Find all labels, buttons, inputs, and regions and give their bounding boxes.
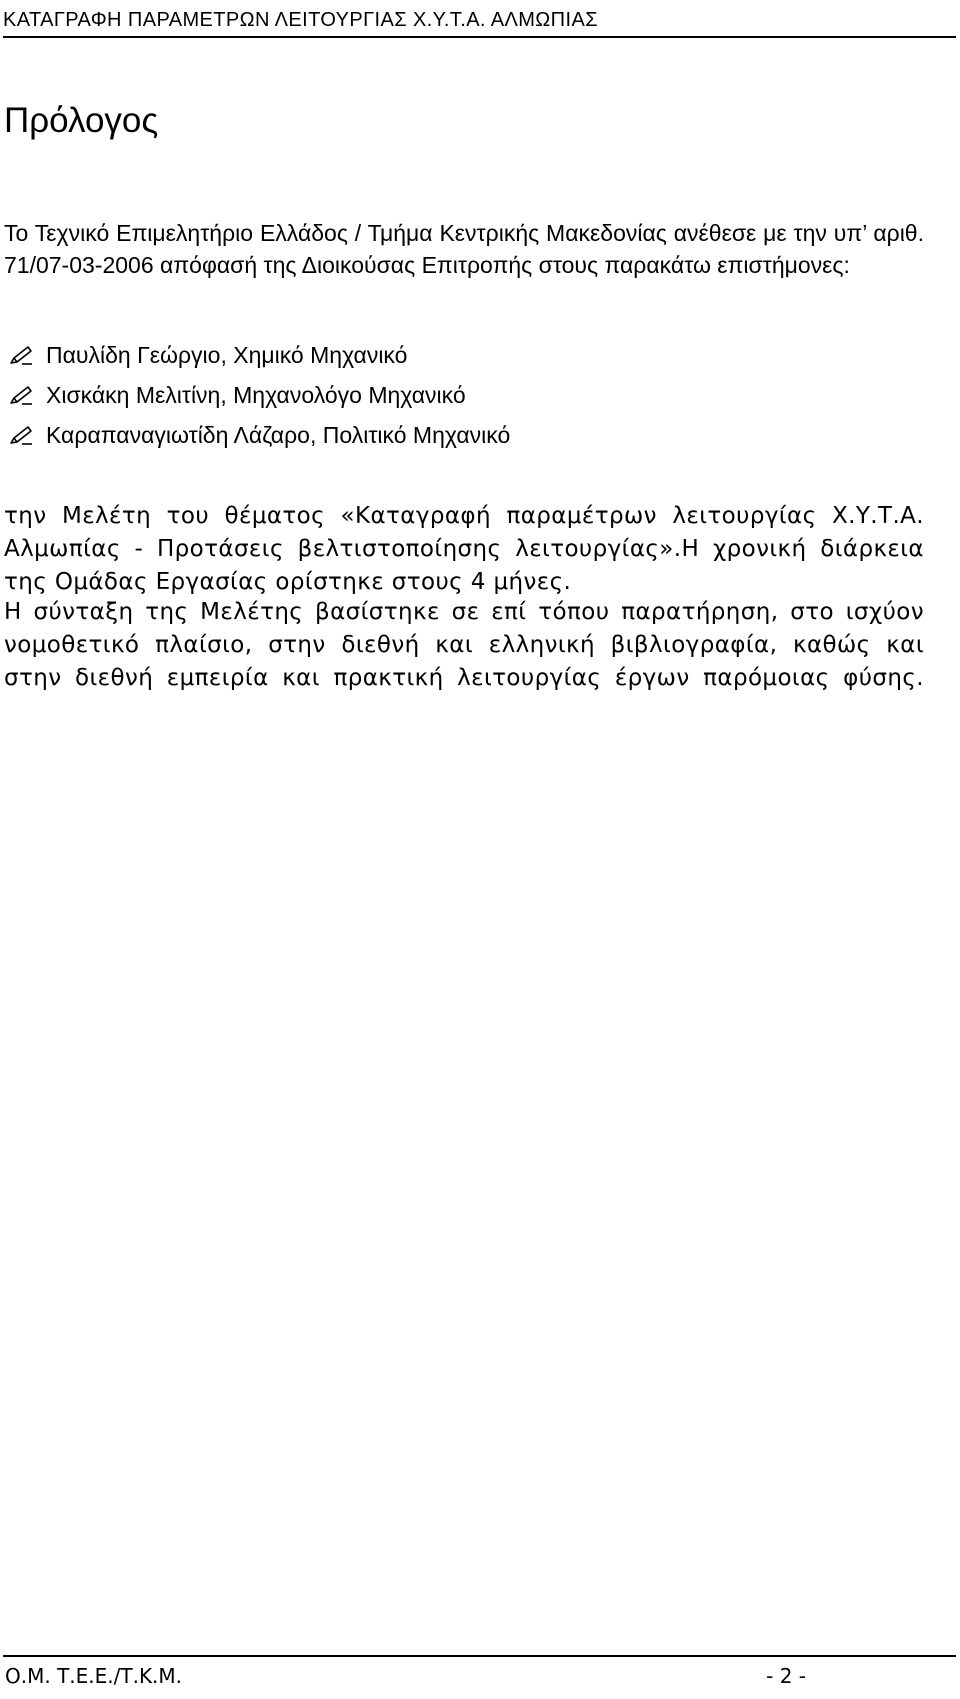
list-item: [8, 335, 510, 375]
people-list: [8, 335, 510, 455]
list-item: [8, 415, 510, 455]
intro-paragraph: Το Τεχνικό Επιμελητήριο Ελλάδος / Τμήμα Κεντρικής Μακεδονίας ανέθεσε με την υπ’ αριθ. 71/07-03-2006 απόφασή της Διοικούσας Επιτροπής στους παρακάτω επιστήμονες:: [4, 220, 924, 278]
person-name: Χισκάκη Μελιτίνη, Μηχανολόγο Μηχανικό: [46, 381, 466, 408]
running-header: [3, 6, 956, 38]
section-title: Πρόλογος: [4, 101, 159, 140]
pencil-icon: [8, 343, 46, 367]
method-paragraph: Η σύνταξη της Μελέτης βασίστηκε σε επί τόπου παρατήρηση, στο ισχύον νομοθετικό πλαίσιο, στην διεθνή και ελληνική βιβλιογραφία, καθώς και στην διεθνή εμπειρία και πρακτική λειτουργίας έργων παρόμοιας φύσης.: [4, 599, 924, 691]
method-paragraph-container: [4, 596, 924, 695]
page-number: - 2 -: [766, 1664, 806, 1688]
person-name: Παυλίδη Γεώργιο, Χημικό Μηχανικό: [46, 341, 408, 368]
person-name: Καραπαναγιωτίδη Λάζαρο, Πολιτικό Μηχανικό: [46, 421, 511, 448]
list-item: [8, 375, 510, 415]
footer-organization: Ο.Μ. Τ.Ε.Ε./Τ.Κ.Μ.: [5, 1664, 183, 1688]
pencil-icon: [8, 383, 46, 407]
page-footer: [3, 1655, 956, 1689]
study-paragraph: την Μελέτη του θέματος «Καταγραφή παραμέτρων λειτουργίας Χ.Υ.Τ.Α. Αλμωπίας - Προτάσεις βελτιστοποίησης λειτουργίας».Η χρονική διάρκεια της Ομάδας Εργασίας ορίστηκε στους 4 μήνες.: [4, 503, 924, 595]
running-header-title: ΚΑΤΑΓΡΑΦΗ ΠΑΡΑΜΕΤΡΩΝ ΛΕΙΤΟΥΡΓΙΑΣ Χ.Υ.Τ.Α. ΑΛΜΩΠΙΑΣ: [3, 9, 598, 31]
pencil-icon: [8, 423, 46, 447]
